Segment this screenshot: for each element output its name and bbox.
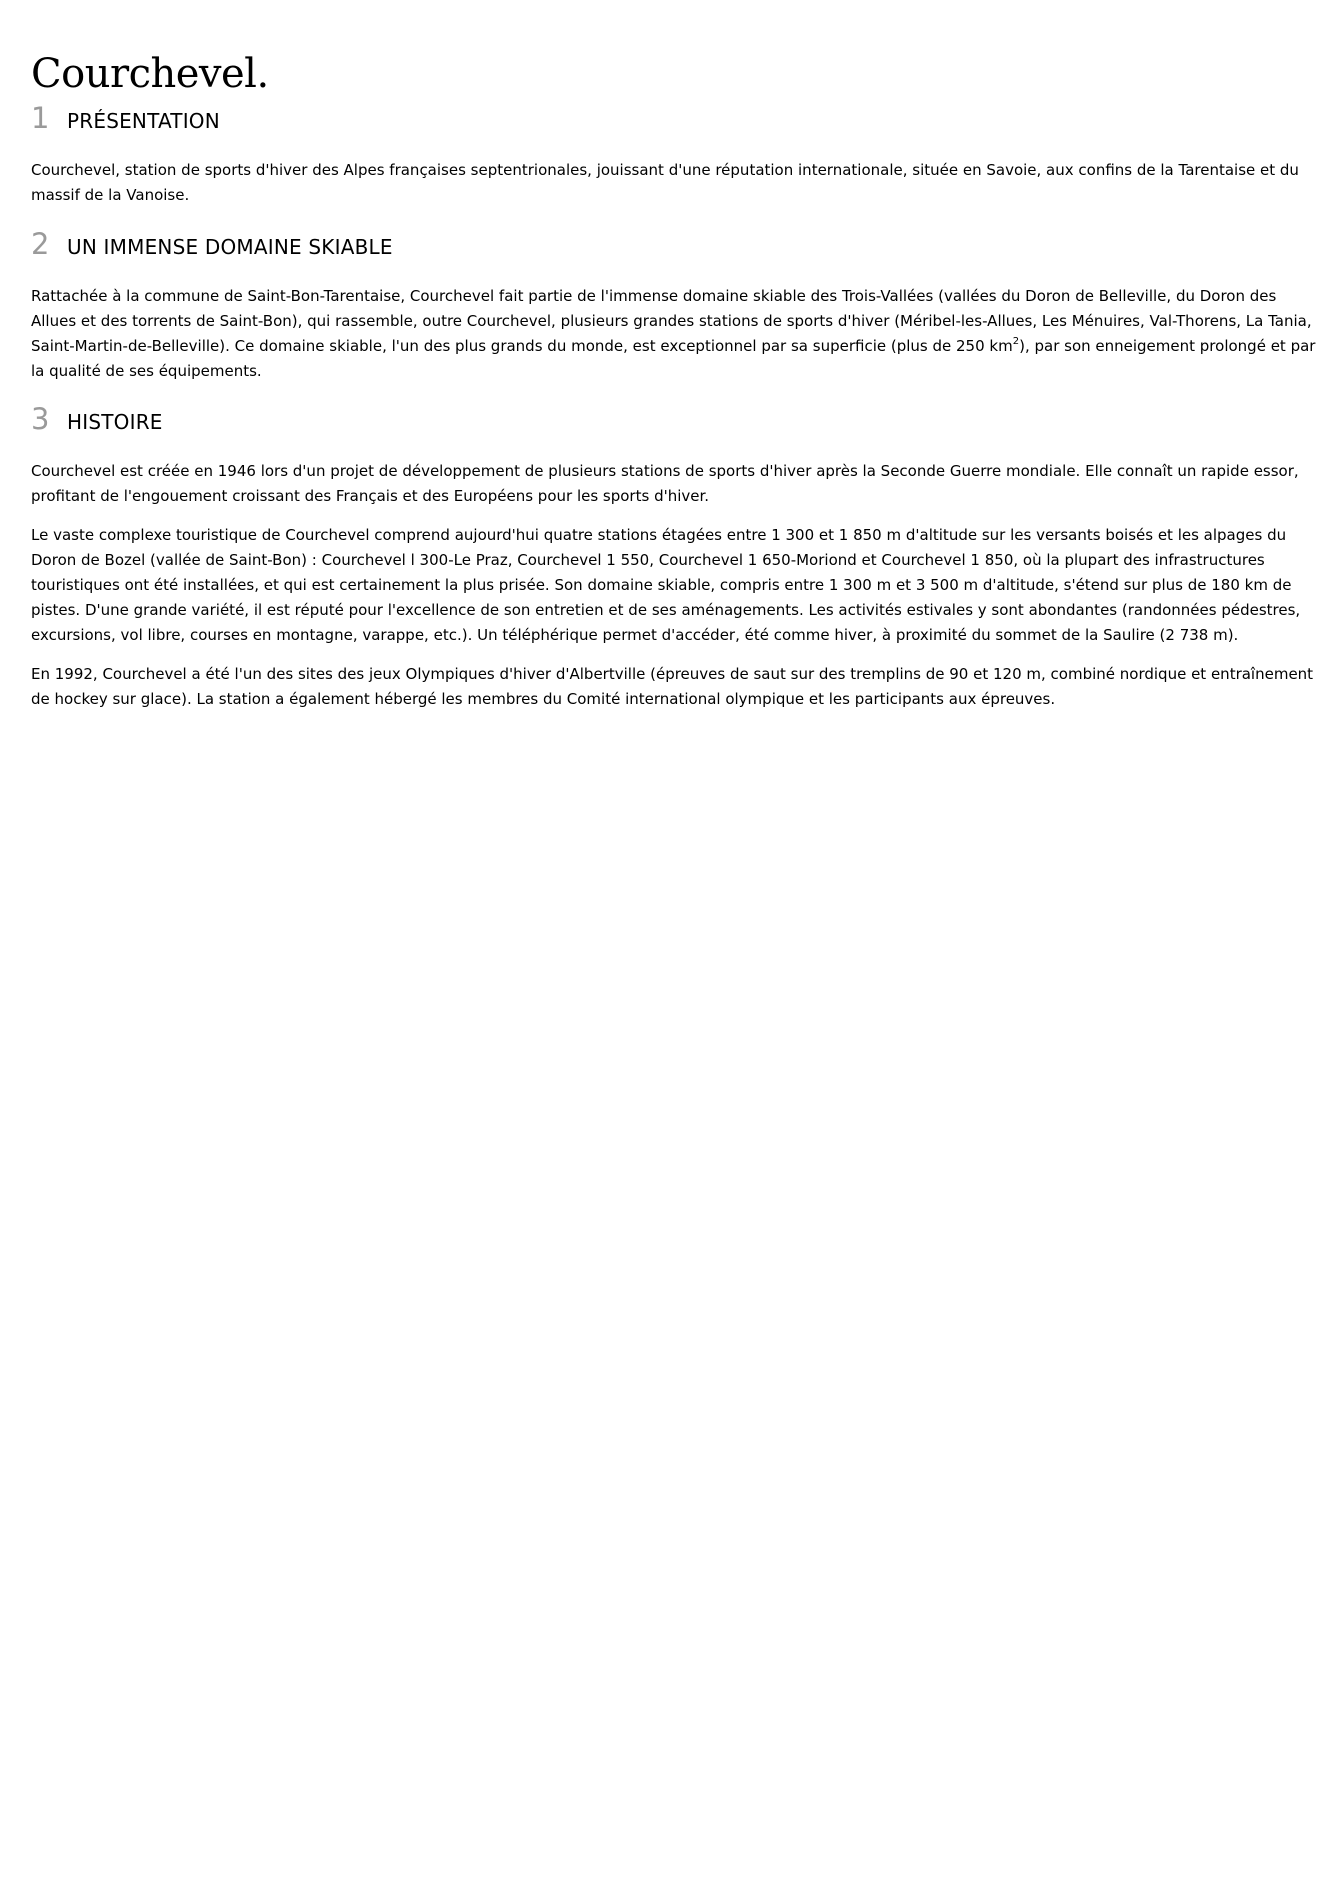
section-number: 3	[31, 402, 50, 436]
document-title: Courchevel.	[31, 51, 269, 97]
section-title: PRÉSENTATION	[67, 109, 220, 133]
paragraph-histoire-olympiques: En 1992, Courchevel a été l'un des sites des jeux Olympiques d'hiver d'Albertville (épreuves de saut sur des tremplins de 90 et 120 m, combiné nordique et entraînement de hockey sur glace). La station a également hébergé les membres du Comité international olympique et les participants aux épreuves.	[31, 665, 1314, 708]
section-title: HISTOIRE	[67, 410, 163, 434]
paragraph-text: Rattachée à la commune de Saint-Bon-Tarentaise, Courchevel fait partie de l'immense domaine skiable des Trois-Vallées (vallées du Doron de Belleville, du Doron des Allues et des torrents de Saint-Bon), qui rassemble, outre Courchevel, plusieurs grandes stations de sports d'hiver (Méribel-les-Allues, Les Ménuires, Val-Thorens, La Tania, Saint-Martin-de-Belleville). Ce domaine skiable, l'un des plus grands du monde, est exceptionnel par sa superficie (plus de 250 km	[31, 287, 1312, 355]
paragraph-domaine-skiable	[31, 284, 1321, 384]
section-title: UN IMMENSE DOMAINE SKIABLE	[67, 235, 393, 259]
paragraph-histoire-complexe: Le vaste complexe touristique de Courchevel comprend aujourd'hui quatre stations étagées entre 1 300 et 1 850 m d'altitude sur les versants boisés et les alpages du Doron de Bozel (vallée de Saint-Bon) : Courchevel l 300-Le Praz, Courchevel 1 550, Courchevel 1 650-Moriond et Courchevel 1 850, où la plupart des infrastructures touristiques ont été installées, et qui est certainement la plus prisée. Son domaine skiable, compris entre 1 300 m et 3 500 m d'altitude, s'étend sur plus de 180 km de pistes. D'une grande variété, il est réputé pour l'excellence de son entretien et de ses aménagements. Les activités estivales y sont abondantes (randonnées pédestres, excursions, vol libre, courses en montagne, varappe, etc.). Un téléphérique permet d'accéder, été comme hiver, à proximité du sommet de la Saulire (2 738 m).	[31, 526, 1301, 644]
superscript: 2	[1012, 336, 1020, 347]
paragraph-histoire-creation: Courchevel est créée en 1946 lors d'un projet de développement de plusieurs stations de sports d'hiver après la Seconde Guerre mondiale. Elle connaît un rapide essor, profitant de l'engouement croissant des Français et des Européens pour les sports d'hiver.	[31, 462, 1299, 505]
section-number: 1	[31, 101, 50, 135]
section-heading-domaine-skiable	[31, 227, 1321, 264]
section-heading-presentation	[31, 101, 1321, 138]
document-page	[31, 0, 1321, 712]
paragraph-text: ), par son enneigement prolongé et par la qualité de ses équipements.	[31, 337, 1316, 380]
paragraph-presentation: Courchevel, station de sports d'hiver des Alpes françaises septentrionales, jouissant d'une réputation internationale, située en Savoie, aux confins de la Tarentaise et du massif de la Vanoise.	[31, 161, 1299, 204]
section-number: 2	[31, 227, 50, 261]
section-heading-histoire	[31, 402, 1321, 439]
